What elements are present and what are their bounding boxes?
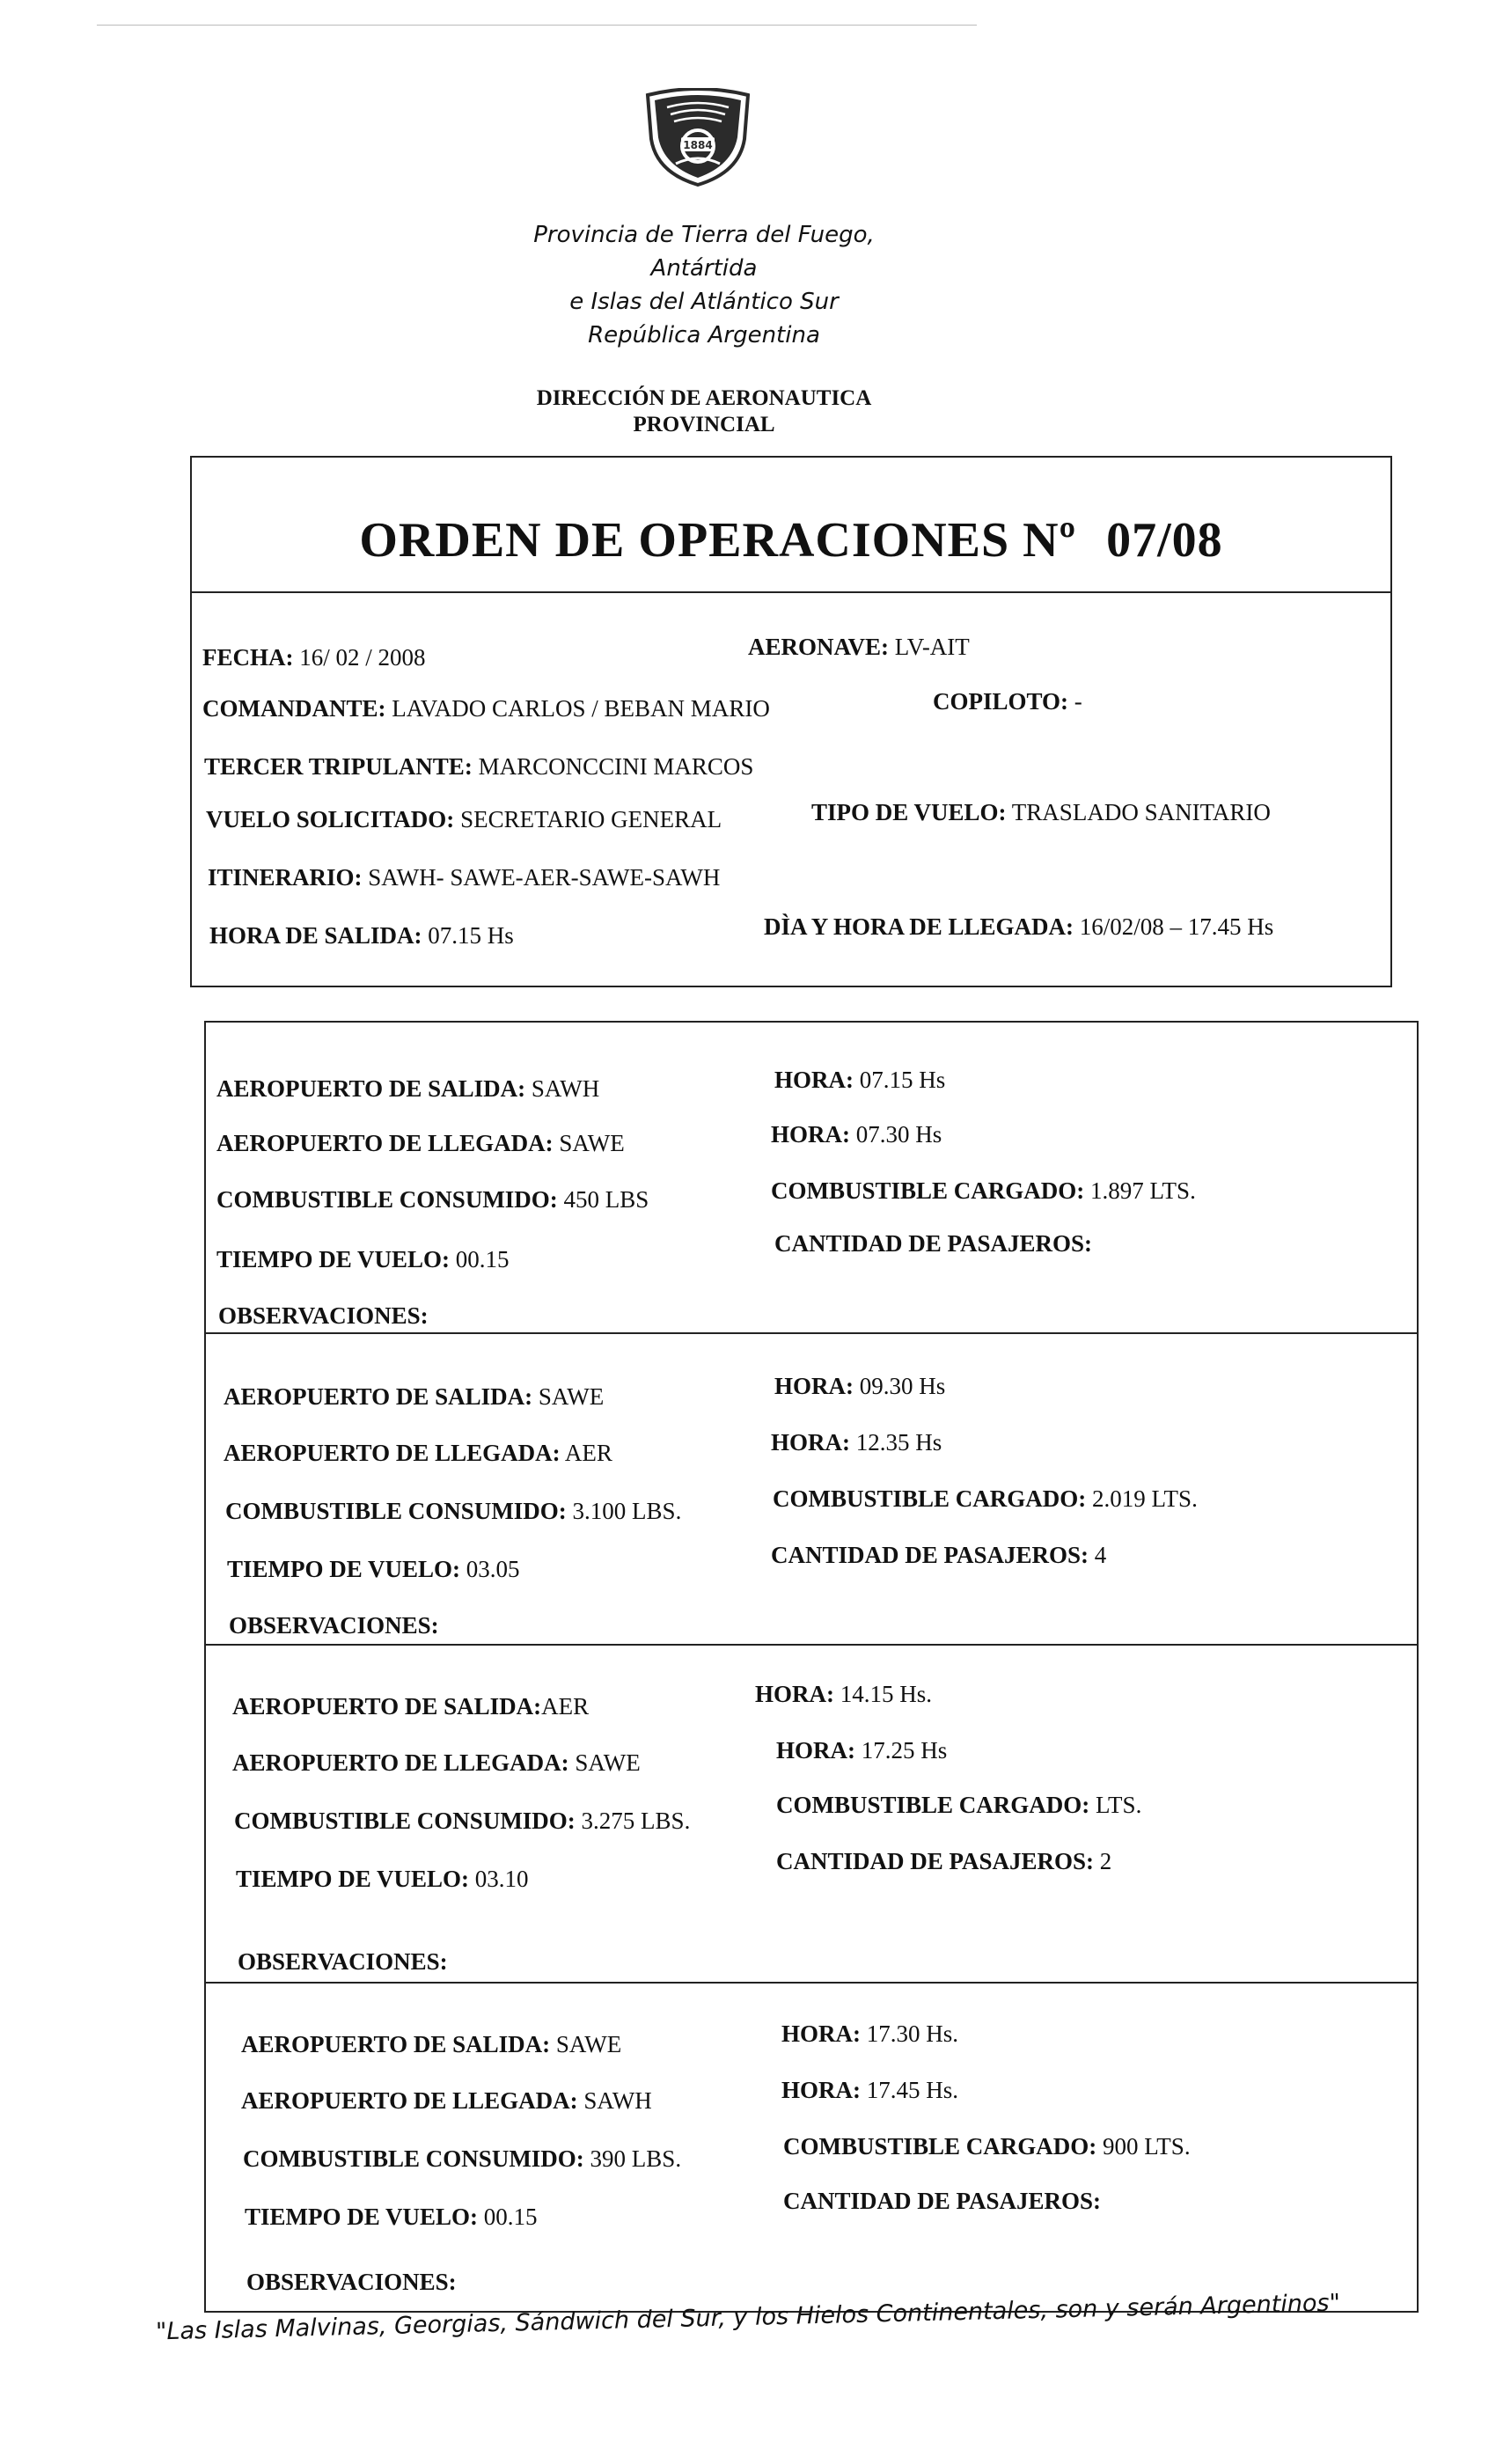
leg-4-observaciones: OBSERVACIONES:	[246, 2269, 457, 2295]
aeronave-value: LV-AIT	[889, 634, 970, 660]
provincial-seal	[641, 88, 755, 187]
leg-4-cargado: COMBUSTIBLE CARGADO: 900 LTS.	[783, 2133, 1191, 2160]
province-name-line-2: Antártida	[650, 255, 758, 282]
leg-4-hora-salida: HORA: 17.30 Hs.	[781, 2020, 959, 2047]
dia-hora-llegada-value: 16/02/08 – 17.45 Hs	[1074, 913, 1274, 940]
title-separator	[192, 591, 1390, 593]
leg-4-llegada: AEROPUERTO DE LLEGADA: SAWH	[241, 2087, 652, 2114]
leg-1-cargado: COMBUSTIBLE CARGADO: 1.897 LTS.	[771, 1177, 1196, 1204]
leg-3-consumido: COMBUSTIBLE CONSUMIDO: 3.275 LBS.	[234, 1808, 691, 1834]
fecha-value: 16/ 02 / 2008	[293, 644, 426, 671]
dia-hora-llegada-field: DÌA Y HORA DE LLEGADA: 16/02/08 – 17.45 Hs	[764, 913, 1274, 940]
leg-4-pasajeros: CANTIDAD DE PASAJEROS:	[783, 2188, 1102, 2214]
flight-leg-1	[206, 1023, 1417, 1332]
leg-4-hora-llegada: HORA: 17.45 Hs.	[781, 2077, 959, 2103]
leg-4-salida: AEROPUERTO DE SALIDA: SAWE	[241, 2031, 622, 2057]
seal-label: 1884	[683, 139, 713, 151]
itinerario-field: ITINERARIO: SAWH- SAWE-AER-SAWE-SAWH	[208, 864, 721, 891]
leg-2-hora-llegada: HORA: 12.35 Hs	[771, 1429, 942, 1456]
itinerario-value: SAWH- SAWE-AER-SAWE-SAWH	[362, 864, 721, 891]
hora-salida-field: HORA DE SALIDA: 07.15 Hs	[209, 922, 514, 949]
order-title	[192, 512, 1390, 568]
leg-2-cargado: COMBUSTIBLE CARGADO: 2.019 LTS.	[773, 1485, 1198, 1512]
province-name-line-4: República Argentina	[588, 322, 820, 348]
order-title-text: ORDEN DE OPERACIONES Nº	[359, 513, 1077, 568]
leg-1-hora-salida: HORA: 07.15 Hs	[774, 1067, 946, 1093]
leg-4-tiempo: TIEMPO DE VUELO: 00.15	[245, 2204, 538, 2230]
tercer-tripulante-field: TERCER TRIPULANTE: MARCONCCINI MARCOS	[204, 753, 754, 780]
leg-2-consumido: COMBUSTIBLE CONSUMIDO: 3.100 LBS.	[225, 1498, 682, 1524]
leg-1-tiempo: TIEMPO DE VUELO: 00.15	[216, 1246, 510, 1272]
leg-1-llegada: AEROPUERTO DE LLEGADA: SAWE	[216, 1130, 625, 1156]
leg-1-observaciones: OBSERVACIONES:	[218, 1302, 429, 1329]
leg-2-pasajeros: CANTIDAD DE PASAJEROS: 4	[771, 1542, 1107, 1568]
comandante-field: COMANDANTE: LAVADO CARLOS / BEBAN MARIO	[202, 695, 770, 722]
fecha-field: FECHA: 16/ 02 / 2008	[202, 644, 426, 671]
flight-legs-box	[204, 1021, 1419, 2313]
flight-leg-2	[206, 1332, 1417, 1644]
leg-3-tiempo: TIEMPO DE VUELO: 03.10	[236, 1866, 529, 1892]
vuelo-solicitado-field: VUELO SOLICITADO: SECRETARIO GENERAL	[206, 806, 722, 832]
leg-2-hora-salida: HORA: 09.30 Hs	[774, 1373, 946, 1399]
vuelo-solicitado-value: SECRETARIO GENERAL	[454, 806, 722, 832]
leg-3-hora-salida: HORA: 14.15 Hs.	[755, 1681, 933, 1707]
tercer-tripulante-value: MARCONCCINI MARCOS	[472, 753, 754, 780]
leg-2-observaciones: OBSERVACIONES:	[229, 1612, 439, 1639]
leg-1-salida: AEROPUERTO DE SALIDA: SAWH	[216, 1075, 600, 1102]
province-name-line-3: e Islas del Atlántico Sur	[569, 289, 839, 315]
leg-3-pasajeros: CANTIDAD DE PASAJEROS: 2	[776, 1848, 1112, 1874]
leg-3-observaciones: OBSERVACIONES:	[238, 1948, 448, 1975]
leg-2-salida: AEROPUERTO DE SALIDA: SAWE	[224, 1383, 605, 1410]
leg-1-pasajeros: CANTIDAD DE PASAJEROS:	[774, 1230, 1093, 1257]
scan-artifact-line	[97, 25, 977, 26]
leg-1-consumido: COMBUSTIBLE CONSUMIDO: 450 LBS	[216, 1186, 649, 1213]
department-line-1: DIRECCIÓN DE AERONAUTICA	[536, 386, 872, 410]
department-line-2: PROVINCIAL	[633, 413, 775, 436]
leg-1-hora-llegada: HORA: 07.30 Hs	[771, 1121, 942, 1148]
province-name-line-1: Provincia de Tierra del Fuego,	[533, 222, 875, 248]
leg-3-cargado: COMBUSTIBLE CARGADO: LTS.	[776, 1792, 1142, 1818]
leg-2-llegada: AEROPUERTO DE LLEGADA: AER	[224, 1440, 612, 1466]
leg-3-hora-llegada: HORA: 17.25 Hs	[776, 1737, 948, 1764]
tipo-vuelo-value: TRASLADO SANITARIO	[1006, 799, 1271, 825]
leg-3-salida: AEROPUERTO DE SALIDA:AER	[232, 1693, 590, 1720]
aeronave-field: AERONAVE: LV-AIT	[748, 634, 970, 660]
hora-salida-value: 07.15 Hs	[422, 922, 514, 949]
copiloto-field: COPILOTO: -	[933, 688, 1082, 715]
leg-2-tiempo: TIEMPO DE VUELO: 03.05	[227, 1556, 520, 1582]
footer-motto: "Las Islas Malvinas, Georgias, Sándwich del Sur, y los Hielos Continentales, son y serán Argentinos"	[155, 2289, 1341, 2346]
leg-4-consumido: COMBUSTIBLE CONSUMIDO: 390 LBS.	[243, 2145, 682, 2172]
flight-leg-3	[206, 1644, 1417, 1982]
flight-leg-4	[206, 1982, 1417, 2313]
comandante-value: LAVADO CARLOS / BEBAN MARIO	[385, 695, 770, 722]
copiloto-value: -	[1068, 688, 1082, 715]
tipo-vuelo-field: TIPO DE VUELO: TRASLADO SANITARIO	[811, 799, 1271, 825]
order-header-box	[190, 456, 1392, 987]
leg-3-llegada: AEROPUERTO DE LLEGADA: SAWE	[232, 1749, 641, 1776]
order-number: 07/08	[1106, 513, 1223, 568]
